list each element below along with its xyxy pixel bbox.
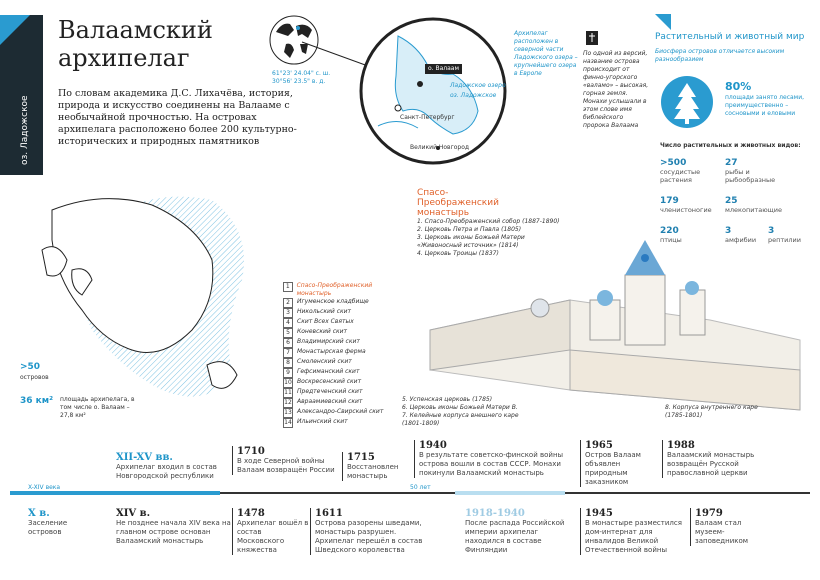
islands-area: 36 км² <box>20 396 54 406</box>
timeline-event-xii-xv: XII-XV вв. Архипелаг входил в состав Новгородской республики <box>116 452 217 480</box>
archipelago-map <box>12 170 267 415</box>
monastery-item-4: 4. Церковь Троицы (1837) <box>417 250 499 257</box>
map-label-ladoga: Ладожское озеро <box>450 82 506 89</box>
legend-item-6: 6 Владимирский скит <box>283 338 403 348</box>
flora-subtitle: Биосфера островов отличается высоким разнообразием <box>655 48 785 63</box>
legend-item-11: 11 Предтеченский скит <box>284 388 363 396</box>
species-title: Число растительных и животных видов: <box>660 142 801 149</box>
legend-item-13: 13 Александро-Свирский скит <box>284 408 384 416</box>
stat-plants: >500 сосудистые растения <box>660 158 701 184</box>
map-label-onega: оз. Ладожское <box>450 92 497 99</box>
islands-count-label: островов <box>20 374 49 381</box>
timeline-event-1478: 1478 Архипелаг вошёл в состав Московского княжества <box>232 508 309 555</box>
timeline-event-xiv: XIV в. Не позднее начала XIV века на главном острове основан Валаамский монастырь <box>116 508 231 545</box>
map-legend <box>283 282 403 428</box>
timeline-axis-label-left: X-XIV века <box>28 484 61 491</box>
intro-text: По словам академика Д.С. Лихачёва, история, природа и искусство соединены на Валааме с необычайной прочностью. На островах архипелага расположено более 200 культурно-исторических и природных памятников <box>58 88 297 147</box>
monastery-item-2: 2. Церковь Петра и Павла (1805) <box>417 226 522 233</box>
monastery-title: Спасо-Преображенский монастырь <box>417 188 499 218</box>
forest-label: площади занято лесами, преимущественно – сосновыми и еловыми <box>725 94 805 117</box>
stat-reptiles: 3 рептилии <box>768 226 801 244</box>
legend-item-8: 8 Смоленский скит <box>283 358 403 368</box>
timeline-event-1918-1940: 1918-1940 После распада Российской империи архипелаг находился в составе Финляндии <box>465 508 565 554</box>
legend-item-1: 1 Спасо-Преображенский монастырь <box>283 282 403 298</box>
timeline-event-1940: 1940 В результате советско-финской войны острова вошли в состав СССР. Монахи покинули Валаамский монастырь <box>414 440 569 478</box>
legend-item-3: 3 Никольский скит <box>283 308 403 318</box>
stat-insects: 179 членистоногие <box>660 196 712 214</box>
timeline-event-1965: 1965 Остров Валаам объявлен природным заказником <box>580 440 660 487</box>
archipelago-note: Архипелаг расположен в северной части Ладожского озера – крупнейшего озера в Европе <box>514 30 578 77</box>
monastery-item-1: 1. Спасо-Преображенский собор (1887-1890) <box>417 218 560 225</box>
timeline-event-x: X в. Заселение островов <box>28 508 68 536</box>
legend-item-9: 9 Гефсиманский скит <box>283 368 403 378</box>
globe-coord-e: 30°56' 23.5" в. д. <box>272 78 326 85</box>
monastery-item-8: 8. Корпуса внутреннего каре (1785-1801) <box>665 404 758 419</box>
monastery-item-3: 3. Церковь иконы Божьей Матери «Живоносный источник» (1814) <box>417 234 525 249</box>
stat-amphibians: 3 амфибии <box>725 226 757 244</box>
timeline-event-1988: 1988 Валаамский монастырь возвращён Русской православной церкви <box>662 440 762 478</box>
forest-pct: 80% <box>725 80 752 93</box>
legend-item-10: 10 Воскресенский скит <box>284 378 362 386</box>
sidebar-vertical-label: оз. Ладожское <box>20 95 30 165</box>
monastery-illustration <box>420 220 820 420</box>
legend-item-14: 14 Ильинский скит <box>284 418 348 426</box>
monastery-item-7: 7. Келейные корпуса внешнего каре (1801-1809) <box>402 412 519 427</box>
title-line2: архипелаг <box>58 44 190 72</box>
monastery-item-6: 6. Церковь иконы Божьей Матери В. <box>402 404 518 411</box>
title-line1: Валаамский <box>58 16 213 44</box>
book-icon <box>585 30 599 46</box>
legend-item-12: 12 Авраамиевский скит <box>284 398 363 406</box>
book-note: По одной из версий, название острова происходит от финно-угорского «валамо» – высокая, горная земля. Монахи услышали в этом слове имя библейского пророка Валаама <box>583 50 649 129</box>
stat-birds: 220 птицы <box>660 226 682 244</box>
corner-accent <box>0 15 30 45</box>
legend-item-2: 2 Игуменское кладбище <box>283 298 403 308</box>
tree-icon <box>660 75 715 130</box>
timeline-axis-light-segment <box>455 491 565 495</box>
flora-corner <box>655 14 671 30</box>
islands-count: >50 <box>20 362 41 372</box>
globe-coord-n: 61°23' 24.04" с. ш. <box>272 70 331 77</box>
stat-mammals: 25 млекопитающие <box>725 196 783 214</box>
page-title <box>58 16 268 72</box>
timeline-event-1979: 1979 Валаам стал музеем-заповедником <box>690 508 765 546</box>
map-label-valaam: о. Валаам <box>425 64 462 74</box>
timeline-axis-label-mid: 50 лет <box>410 484 431 491</box>
flora-title: Растительный и животный мир <box>655 32 805 42</box>
stat-fish: 27 рыбы и рыбообразные <box>725 158 776 184</box>
map-label-spb: Санкт-Петербург <box>400 114 455 121</box>
legend-item-4: 4 Скит Всех Святых <box>283 318 403 328</box>
islands-area-label: площадь архипелага, в том числе о. Валаам – 27,8 км² <box>60 396 135 419</box>
legend-item-5: 5 Коневский скит <box>283 328 403 338</box>
monastery-items-bottom <box>402 396 522 428</box>
timeline-event-1945: 1945 В монастыре разместился дом-интернат для инвалидов Великой Отечественной войны <box>580 508 690 555</box>
map-label-novgorod: Великий Новгород <box>410 144 470 151</box>
legend-item-7: 7 Монастырская ферма <box>283 348 403 358</box>
monastery-item-5: 5. Успенская церковь (1785) <box>402 396 493 403</box>
timeline-event-1715: 1715 Восстановлен монастырь <box>342 452 407 481</box>
timeline-event-1710: 1710 В ходе Северной войны Валаам возвращён России <box>232 446 342 475</box>
timeline-event-1611: 1611 Острова разорены шведами, монастырь разрушен. Архипелаг перешёл в состав Шведского королевства <box>310 508 430 555</box>
